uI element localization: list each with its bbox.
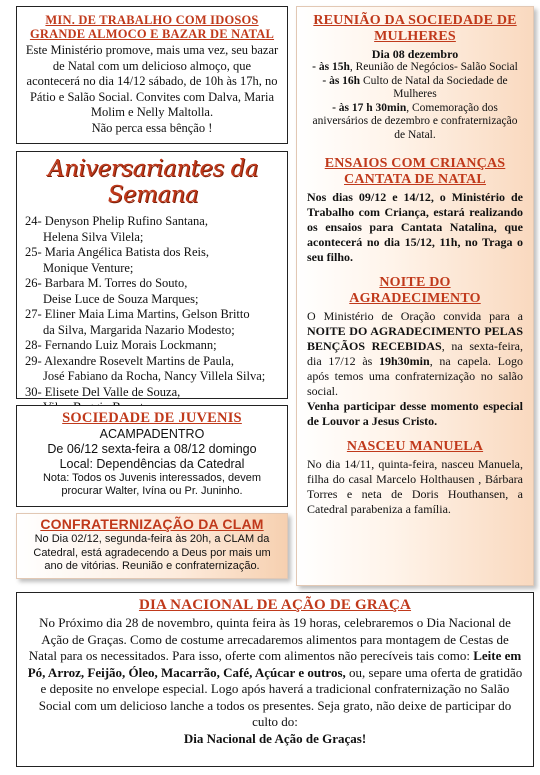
bazar-title-line2: GRANDE ALMOCO E BAZAR DE NATAL: [29, 27, 275, 41]
bazar-natal-box: [16, 6, 288, 144]
juvenis-location: Local: Dependências da Catedral: [59, 457, 245, 471]
aniversariante-line: 28- Fernando Luiz Morais Lockmann;: [25, 338, 217, 352]
bazar-closing: Não perca essa bênção !: [91, 120, 213, 135]
ensaios-body: Nos dias 09/12 e 14/12, o Ministério de Trabalho com Criança, estará realizando os ensaios para Cantata Natalina, que acontecerá no dia 15/12, 11h, no Traga o seu filho.: [307, 190, 523, 264]
aniversariante-line-cont: Monique Venture;: [43, 260, 134, 275]
noite-closing: Venha participar desse momento especial de Louvor a Jesus Cristo.: [307, 399, 523, 428]
aniversariante-line: 29- Alexandre Rosevelt Martins de Paula,: [25, 353, 234, 368]
aniversariante-item: [25, 307, 281, 338]
right-column: [296, 6, 534, 586]
aniversariante-item: [25, 245, 281, 276]
nasceu-body: No dia 14/11, quinta-feira, nasceu Manuela, filha do casal Marcelo Holthausen , Bárbara Torres e neta de Doris Houthansen, a Catedral parabeniza a família.: [307, 457, 523, 516]
reuniao-date: Dia 08 dezembro: [371, 47, 459, 61]
aniversariante-line: 25- Maria Angélica Batista dos Reis,: [25, 245, 209, 259]
juvenis-note: Nota: Todos os Juvenis interessados, devem procurar Walter, Ivína ou Pr. Juninho.: [42, 472, 262, 497]
juvenis-box: [16, 405, 288, 507]
noite-body: O Ministério de Oração convida para a NOITE DO AGRADECIMENTO PELAS BENÇÃOS RECEBIDAS, na sexta-feira, dia 17/12 às 19h30min, na capela. Logo após temos uma confraternização no salão social.: [307, 309, 523, 398]
nasceu-title: NASCEU MANUELA: [346, 439, 484, 454]
juvenis-dates: De 06/12 sexta-feira a 08/12 domingo: [47, 442, 257, 456]
acao-gracas-closing: Dia Nacional de Ação de Graças!: [183, 730, 367, 746]
reuniao-item3: - às 17 h 30min, Comemoração dos aniversários de dezembro e confraternização de Natal.: [312, 101, 518, 141]
aniversariante-line-cont: José Fabiano da Rocha, Nancy Villela Silva;: [43, 369, 266, 383]
aniversariante-line-cont: Helena Silva Vilela;: [43, 229, 144, 244]
aniversariante-line: 24- Denyson Phelip Rufino Santana,: [25, 214, 208, 228]
noite-title: NOITE DO AGRADECIMENTO: [349, 275, 481, 306]
juvenis-event: ACAMPADENTRO: [99, 427, 205, 441]
bazar-title-line1: MIN. DE TRABALHO COM IDOSOS: [45, 13, 259, 27]
aniversariante-line: 30- Elisete Del Valle de Souza,: [25, 384, 181, 399]
aniversariantes-box: [16, 151, 288, 399]
reuniao-title: REUNIÃO DA SOCIEDADE DE MULHERES: [313, 13, 517, 44]
juvenis-title: SOCIEDADE DE JUVENIS: [62, 410, 242, 426]
clam-title: CONFRATERNIZAÇÃO DA CLAM: [40, 516, 264, 532]
aniversariante-line: 27- Eliner Maia Lima Martins, Gelson Britto: [25, 307, 250, 321]
clam-box: [16, 513, 288, 579]
ensaios-title: ENSAIOS COM CRIANÇAS CANTATA DE NATAL: [324, 156, 506, 187]
aniversariante-item: [25, 354, 281, 385]
aniversariante-line-cont: da Silva, Margarida Nazario Modesto;: [43, 322, 235, 337]
reuniao-item2: - às 16h Culto de Natal da Sociedade de Mulheres: [322, 74, 508, 100]
acao-gracas-box: [16, 592, 534, 767]
acao-gracas-title: DIA NACIONAL DE AÇÃO DE GRAÇA: [138, 597, 412, 613]
aniversariante-line-cont: Deise Luce de Souza Marques;: [43, 291, 199, 306]
aniversariante-line: 26- Barbara M. Torres do Souto,: [25, 276, 188, 290]
aniversariante-item: [25, 338, 281, 354]
reuniao-item1: - às 15h, Reunião de Negócios- Salão Social: [312, 61, 518, 73]
clam-body: No Dia 02/12, segunda-feira às 20h, a CLAM da Catedral, está agradecendo a Deus por mais um ano de vitórias. Reunião e confraternização.: [33, 533, 271, 572]
aniversariante-item: [25, 214, 281, 245]
bazar-body: Este Ministério promove, mais uma vez, seu bazar de Natal com um delicioso almoço, que acontecerá no dia 14/12 sábado, de 10h às 17h, no Pátio e Salão Social. Convites com Dalva, Maria Molim e Nelly Maltolla.: [25, 43, 279, 119]
aniversariantes-title: Aniversariantes da Semana: [47, 156, 259, 208]
aniversariantes-list: [25, 214, 281, 416]
aniversariante-item: [25, 276, 281, 307]
acao-gracas-body: No Próximo dia 28 de novembro, quinta feira às 19 horas, celebraremos o Dia Nacional de Ação de Graças. Como de costume arrecadaremos alimentos para montagem de Cestas de Natal para os necessitados. Para isso, oferte com alimentos não perecíveis tais como: Leite em Pó, Arroz, Feijão, Óleo, Macarrão, Café, Açúcar e outros, ou, separe uma oferta de gratidão e deposite no envelope especial. Logo após haverá a tradicional confraternização no Salão Social com um delicioso lanche a todos os presentes. Seja grato, não deixe de participar do culto do:: [27, 615, 523, 729]
